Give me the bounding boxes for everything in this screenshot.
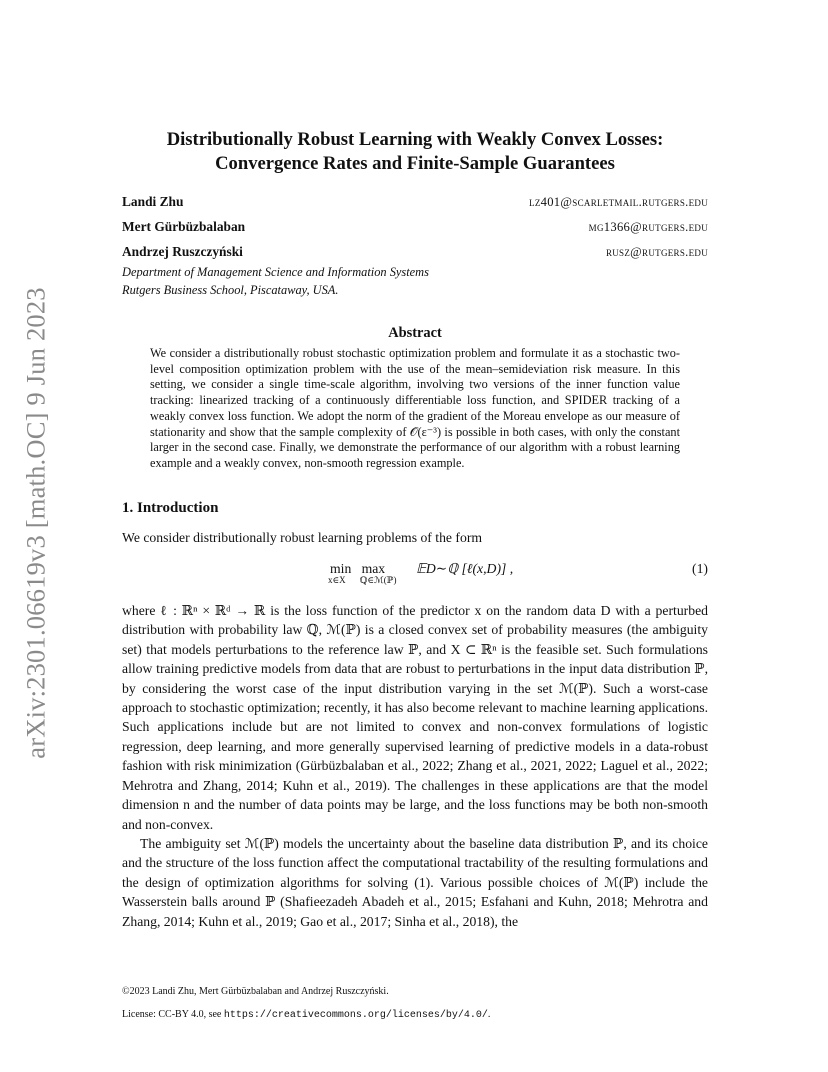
affiliation-line-2: Rutgers Business School, Piscataway, USA.	[122, 283, 339, 297]
section-heading: 1. Introduction	[122, 499, 219, 516]
author-name: Landi Zhu	[122, 194, 184, 209]
paragraph-2: The ambiguity set ℳ(ℙ) models the uncertainty about the baseline data distribution ℙ, and its choice and the structure of the loss function affect the computational tractability of the resulting formulations and the design of optimization algorithms for solving (1). Various possible choices of ℳ(ℙ) include the Wasserstein balls around ℙ (Shafieezadeh Abadeh et al., 2015; Esfahani and Kuhn, 2018; Mehrotra and Zhang, 2014; Kuhn et al., 2019; Gao et al., 2017; Sinha et al., 2018), the	[122, 835, 708, 929]
author-email: mg1366@rutgers.edu	[588, 220, 708, 234]
author-name: Mert Gürbüzbalaban	[122, 219, 246, 234]
footer-license	[122, 1003, 708, 1027]
license-suffix: .	[487, 1009, 491, 1020]
eq-min: min	[330, 561, 352, 577]
arxiv-side-stamp	[16, 278, 56, 768]
paper-page	[122, 128, 708, 931]
footer-copyright: ©2023 Landi Zhu, Mert Gürbüzbalaban and Andrzej Ruszczyński.	[122, 986, 389, 997]
title-line-1: Distributionally Robust Learning with Weakly Convex Losses:	[166, 129, 664, 150]
abstract-heading: Abstract	[388, 325, 442, 341]
author-row	[122, 194, 708, 219]
eq-expression: 𝔼D∼ℚ [ℓ(x,D)] ,	[415, 561, 514, 577]
arxiv-identifier: arXiv:2301.06619v3 [math.OC] 9 Jun 2023	[20, 287, 51, 759]
intro-lead: We consider distributionally robust learning problems of the form	[122, 529, 483, 545]
page-footer	[122, 980, 708, 1027]
eq-max-sub: ℚ∈ℳ(ℙ)	[359, 575, 397, 586]
equation-1	[122, 557, 708, 597]
paper-title	[122, 128, 708, 176]
paragraph-1: where ℓ : ℝⁿ × ℝᵈ → ℝ is the loss function of the predictor x on the random data D with a perturbed distribution with probability law ℚ, ℳ(ℙ) is a closed convex set of probability measures (the ambiguity set) that models perturbations to the reference law ℙ, and X ⊂ ℝⁿ is the feasible set. Such formulations allow training predictive models from data that are robust to perturbations in the input data distribution ℙ, by considering the worst case of the input distribution varying in the set ℳ(ℙ). Such a worst-case approach to stochastic optimization; recently, it has also become relevant to machine learning applications. Such applications include but are not limited to convex and non-convex formulations of logistic regression, deep learning, and more generally supervised learning of predictive models in a data-robust fashion with risk minimization (Gürbüzbalaban et al., 2022; Zhang et al., 2021, 2022; Laguel et al., 2022; Mehrotra and Zhang, 2014; Kuhn et al., 2019). The challenges in these applications are that the model dimension n and the number of data points may be large, and the loss functions may be both non-smooth and non-convex.	[122, 603, 708, 832]
eq-max: max	[361, 561, 386, 577]
author-row	[122, 219, 708, 244]
license-link[interactable]: https://creativecommons.org/licenses/by/4.0/	[223, 1010, 488, 1021]
abstract-text: We consider a distributionally robust stochastic optimization problem and formulate it as a stochastic two-level composition optimization problem with the use of the mean–semideviation risk measure. In this setting, we consider a single time-scale algorithm, involving two versions of the inner function value tracking: linearized tracking of a continuously differentiable loss function, and SPIDER tracking of a weakly convex loss function. We adopt the norm of the gradient of the Moreau envelope as our measure of stationarity and show that the sample complexity of 𝒪(ε⁻³) is possible in both cases, with only the constant larger in the second case. Finally, we demonstrate the performance of our algorithm with a robust learning example and a weakly convex, non-smooth regression example.	[150, 346, 680, 470]
equation-number: (1)	[692, 561, 708, 577]
title-line-2: Convergence Rates and Finite-Sample Guarantees	[215, 153, 615, 174]
eq-min-sub: x∈X	[328, 575, 346, 586]
license-prefix: License: CC-BY 4.0, see	[122, 1009, 224, 1020]
equation-body	[328, 561, 514, 586]
author-email: rusz@rutgers.edu	[605, 245, 708, 259]
author-email: lz401@scarletmail.rutgers.edu	[529, 195, 708, 209]
affiliation	[122, 263, 708, 299]
author-name: Andrzej Ruszczyński	[122, 244, 243, 259]
author-block	[122, 194, 708, 299]
affiliation-line-1: Department of Management Science and Information Systems	[122, 265, 429, 279]
